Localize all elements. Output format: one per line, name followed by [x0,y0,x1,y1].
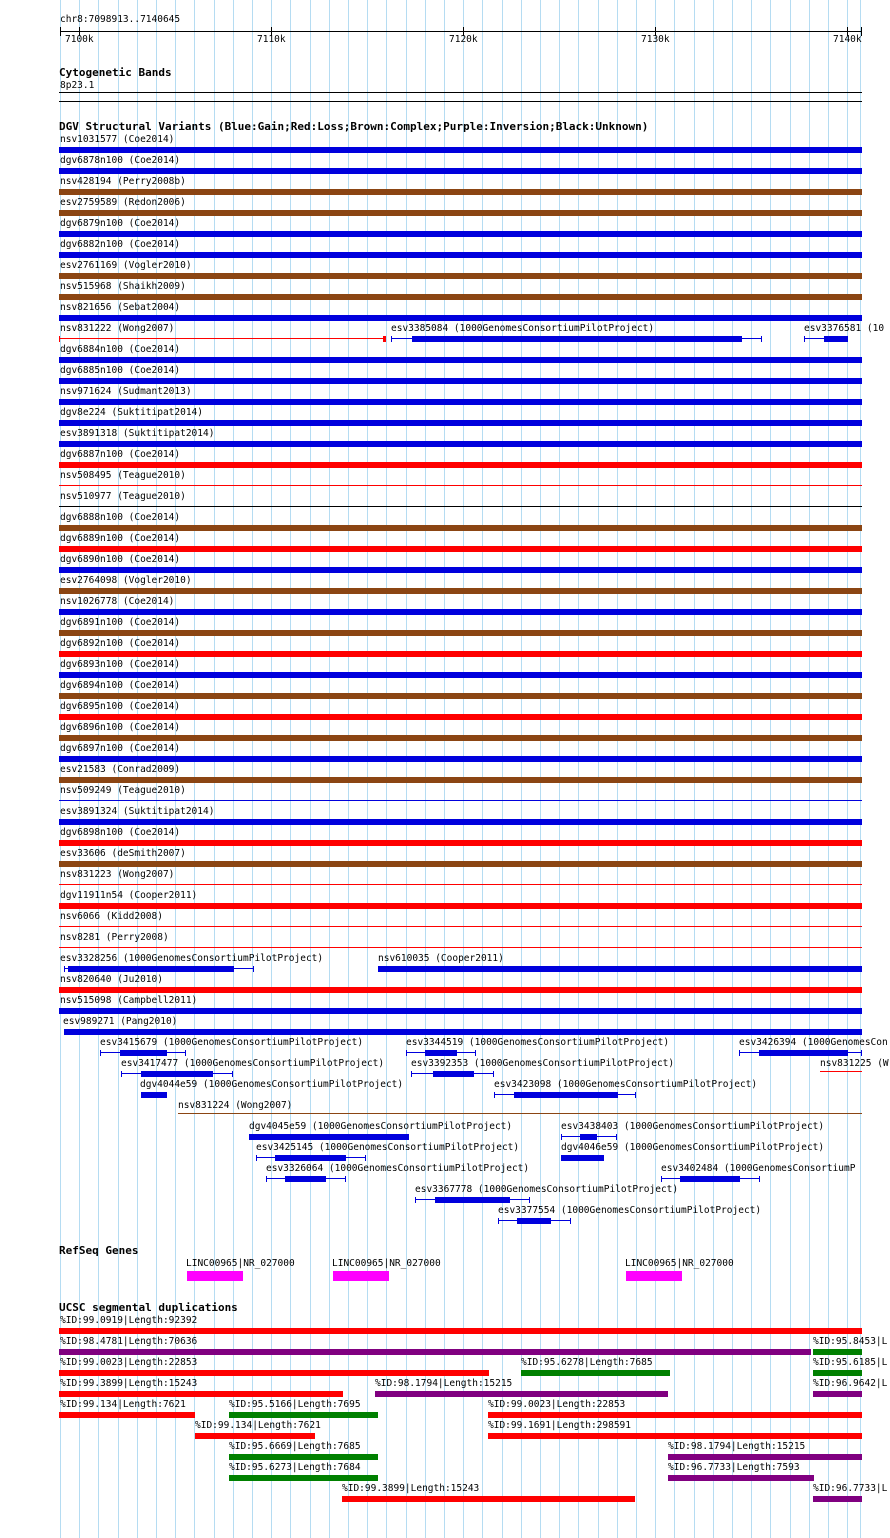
segdup-label[interactable]: %ID:95.8453|L [813,1336,888,1347]
sv-label-esv3417477[interactable]: esv3417477 (1000GenomesConsortiumPilotProject) [121,1058,385,1069]
sv-label-esv21583[interactable]: esv21583 (Conrad2009) [60,764,181,775]
segdup-label[interactable]: %ID:99.0919|Length:92392 [60,1315,198,1326]
sv-label-esv3425145[interactable]: esv3425145 (1000GenomesConsortiumPilotProject) [256,1142,520,1153]
sv-bar-nsv1031577[interactable] [59,147,862,153]
cytoband-label: 8p23.1 [60,80,95,91]
gene-bar[interactable] [626,1271,682,1281]
sv-bar-nsv6066[interactable] [59,926,862,927]
ruler-tick-label[interactable]: 7120k [449,34,478,45]
sv-label-esv3891318[interactable]: esv3891318 (Suktitipat2014) [60,428,215,439]
cytoband-band-top [59,92,862,93]
sv-bar-esv3367778[interactable] [435,1197,510,1203]
sv-cap-esv3438403 [616,1134,617,1140]
sv-bar-dgv6884n100[interactable] [59,357,862,363]
dgv-track-title[interactable]: DGV Structural Variants (Blue:Gain;Red:Loss;Brown:Complex;Purple:Inversion;Black:Unknown) [59,120,649,133]
sv-bar-nsv515968[interactable] [59,294,862,300]
sv-cap-esv3425145 [256,1155,257,1161]
sv-bar-nsv8281[interactable] [59,947,862,948]
segdup-label[interactable]: %ID:99.1691|Length:298591 [488,1420,631,1431]
ruler-tick-label[interactable]: 7140k [833,34,862,45]
sv-bar-nsv515098[interactable] [59,1008,862,1014]
sv-bar-dgv6894n100[interactable] [59,693,862,699]
sv-bar-esv3328256[interactable] [68,966,234,972]
segdup-bar[interactable] [229,1475,378,1481]
sv-label-nsv515098[interactable]: nsv515098 (Campbell2011) [60,995,198,1006]
sv-label-dgv6892n100[interactable]: dgv6892n100 (Coe2014) [60,638,181,649]
sv-bar-esv21583[interactable] [59,777,862,783]
sv-label-dgv6878n100[interactable]: dgv6878n100 (Coe2014) [60,155,181,166]
segdup-label[interactable]: %ID:99.3899|Length:15243 [342,1483,480,1494]
sv-bar-nsv820640[interactable] [59,987,862,993]
sv-bar-esv3415679[interactable] [120,1050,167,1056]
sv-label-nsv831224[interactable]: nsv831224 (Wong2007) [178,1100,293,1111]
segdup-label[interactable]: %ID:99.134|Length:7621 [60,1399,186,1410]
sv-label-nsv971624[interactable]: nsv971624 (Sudmant2013) [60,386,192,397]
sv-bar-nsv1026778[interactable] [59,609,862,615]
segdup-bar[interactable] [59,1349,811,1355]
segdup-bar[interactable] [488,1433,862,1439]
segdup-bar[interactable] [59,1391,343,1397]
sv-bar-dgv6889n100[interactable] [59,546,862,552]
sv-label-nsv831225[interactable]: nsv831225 (W [820,1058,889,1069]
sv-label-nsv510977[interactable]: nsv510977 (Teague2010) [60,491,186,502]
sv-label-esv2759589[interactable]: esv2759589 (Redon2006) [60,197,186,208]
sv-label-esv3423098[interactable]: esv3423098 (1000GenomesConsortiumPilotProject) [494,1079,758,1090]
sv-label-nsv821656[interactable]: nsv821656 (Sebat2004) [60,302,181,313]
sv-cap-esv3426394 [861,1050,862,1056]
sv-bar-esv3392353[interactable] [433,1071,474,1077]
sv-bar-esv2764098[interactable] [59,588,862,594]
sv-bar-dgv6878n100[interactable] [59,168,862,174]
sv-bar-esv3426394[interactable] [759,1050,848,1056]
sv-bar-nsv821656[interactable] [59,315,862,321]
sv-cap-esv3426394 [739,1050,740,1056]
sv-label-nsv508495[interactable]: nsv508495 (Teague2010) [60,470,186,481]
ruler-tick-label[interactable]: 7130k [641,34,670,45]
sv-cap-esv3367778 [529,1197,530,1203]
sv-bar-dgv4046e59[interactable] [561,1155,604,1161]
sv-label-dgv11911n54[interactable]: dgv11911n54 (Cooper2011) [60,890,198,901]
segdup-bar[interactable] [521,1370,670,1376]
sv-bar-nsv831222[interactable] [384,336,386,342]
segdup-label[interactable]: %ID:96.7733|L [813,1483,888,1494]
sv-bar-dgv6898n100[interactable] [59,840,862,846]
gene-bar[interactable] [187,1271,243,1281]
sv-bar-dgv6897n100[interactable] [59,756,862,762]
sv-cap-esv3402484 [661,1176,662,1182]
sv-label-esv3385084[interactable]: esv3385084 (1000GenomesConsortiumPilotProject) [391,323,655,334]
sv-label-esv2761169[interactable]: esv2761169 (Vogler2010) [60,260,192,271]
gene-label[interactable]: LINC00965|NR_027000 [332,1258,441,1269]
segdup-bar[interactable] [229,1412,378,1418]
sv-bar-dgv6890n100[interactable] [59,567,862,573]
sv-cap-esv3377554 [570,1218,571,1224]
sv-bar-nsv510977[interactable] [59,506,862,507]
sv-bar-dgv6888n100[interactable] [59,525,862,531]
sv-label-esv3426394[interactable]: esv3426394 (1000GenomesCon [739,1037,888,1048]
sv-cap-esv3377554 [498,1218,499,1224]
segdup-label[interactable]: %ID:96.7733|Length:7593 [668,1462,800,1473]
segdup-bar[interactable] [195,1433,315,1439]
sv-label-dgv4045e59[interactable]: dgv4045e59 (1000GenomesConsortiumPilotProject) [249,1121,513,1132]
sv-bar-esv3438403[interactable] [580,1134,597,1140]
sv-label-dgv6895n100[interactable]: dgv6895n100 (Coe2014) [60,701,181,712]
sv-bar-esv3425145[interactable] [275,1155,346,1161]
sv-label-dgv6896n100[interactable]: dgv6896n100 (Coe2014) [60,722,181,733]
sv-bar-nsv428194[interactable] [59,189,862,195]
sv-cap-esv3385084 [761,336,762,342]
sv-label-dgv8e224[interactable]: dgv8e224 (Suktitipat2014) [60,407,203,418]
sv-label-dgv4046e59[interactable]: dgv4046e59 (1000GenomesConsortiumPilotProject) [561,1142,825,1153]
sv-bar-esv2759589[interactable] [59,210,862,216]
sv-label-nsv428194[interactable]: nsv428194 (Perry2008b) [60,176,186,187]
sv-label-esv3891324[interactable]: esv3891324 (Suktitipat2014) [60,806,215,817]
gene-bar[interactable] [333,1271,389,1281]
sv-bar-dgv6882n100[interactable] [59,252,862,258]
segdup-label[interactable]: %ID:99.0023|Length:22853 [60,1357,198,1368]
segdup-label[interactable]: %ID:99.3899|Length:15243 [60,1378,198,1389]
sv-label-dgv6894n100[interactable]: dgv6894n100 (Coe2014) [60,680,181,691]
sv-cap-esv3326064 [345,1176,346,1182]
sv-cap-esv3326064 [266,1176,267,1182]
sv-bar-esv3326064[interactable] [285,1176,326,1182]
sv-bar-dgv6896n100[interactable] [59,735,862,741]
segdup-label[interactable]: %ID:95.6273|Length:7684 [229,1462,361,1473]
gene-label[interactable]: LINC00965|NR_027000 [625,1258,734,1269]
sv-label-dgv6890n100[interactable]: dgv6890n100 (Coe2014) [60,554,181,565]
sv-label-dgv6882n100[interactable]: dgv6882n100 (Coe2014) [60,239,181,250]
segdup-label[interactable]: %ID:98.1794|Length:15215 [375,1378,513,1389]
segdup-label[interactable]: %ID:95.6278|Length:7685 [521,1357,653,1368]
cytoband-band-bottom [59,101,862,102]
sv-cap-esv3415679 [100,1050,101,1056]
segdup-bar[interactable] [813,1391,862,1397]
sv-cap-esv3344519 [475,1050,476,1056]
segdup-track-title[interactable]: UCSC segmental duplications [59,1301,238,1314]
sv-bar-nsv831225[interactable] [820,1071,862,1072]
sv-bar-esv3344519[interactable] [425,1050,457,1056]
segdup-label[interactable]: %ID:99.134|Length:7621 [195,1420,321,1431]
sv-bar-dgv11911n54[interactable] [59,903,862,909]
sv-label-esv3402484[interactable]: esv3402484 (1000GenomesConsortiumP [661,1163,856,1174]
sv-label-esv2764098[interactable]: esv2764098 (Vogler2010) [60,575,192,586]
sv-cap-esv3402484 [759,1176,760,1182]
ruler-tick-label[interactable]: 7100k [65,34,94,45]
segdup-bar[interactable] [813,1370,862,1376]
sv-bar-dgv8e224[interactable] [59,420,862,426]
sv-bar-nsv831224[interactable] [178,1113,862,1114]
sv-label-esv989271[interactable]: esv989271 (Pang2010) [63,1016,178,1027]
sv-bar-dgv6895n100[interactable] [59,714,862,720]
sv-bar-dgv6879n100[interactable] [59,231,862,237]
sv-label-nsv509249[interactable]: nsv509249 (Teague2010) [60,785,186,796]
sv-bar-dgv4044e59[interactable] [141,1092,167,1098]
sv-label-dgv6884n100[interactable]: dgv6884n100 (Coe2014) [60,344,181,355]
sv-label-esv3377554[interactable]: esv3377554 (1000GenomesConsortiumPilotProject) [498,1205,762,1216]
ruler-axis [60,31,862,32]
sv-bar-esv3891324[interactable] [59,819,862,825]
sv-cap-esv3415679 [185,1050,186,1056]
sv-label-dgv6889n100[interactable]: dgv6889n100 (Coe2014) [60,533,181,544]
segdup-bar[interactable] [375,1391,668,1397]
sv-bar-dgv6893n100[interactable] [59,672,862,678]
sv-label-dgv6879n100[interactable]: dgv6879n100 (Coe2014) [60,218,181,229]
sv-cap-nsv831222 [59,336,60,342]
cytoband-track-title[interactable]: Cytogenetic Bands [59,66,172,79]
sv-label-esv3367778[interactable]: esv3367778 (1000GenomesConsortiumPilotProject) [415,1184,679,1195]
segdup-label[interactable]: %ID:95.6185|L [813,1357,888,1368]
sv-cap-esv3392353 [411,1071,412,1077]
sv-cap-esv3344519 [406,1050,407,1056]
sv-cap-esv3438403 [561,1134,562,1140]
sv-bar-dgv6887n100[interactable] [59,462,862,468]
sv-label-nsv515968[interactable]: nsv515968 (Shaikh2009) [60,281,186,292]
sv-cap-esv3328256 [64,966,65,972]
sv-cap-esv3425145 [365,1155,366,1161]
ruler-tick-label[interactable]: 7110k [257,34,286,45]
sv-bar-nsv508495[interactable] [59,485,862,486]
sv-bar-nsv509249[interactable] [59,800,862,801]
segdup-label[interactable]: %ID:96.9642|L [813,1378,888,1389]
segdup-bar[interactable] [342,1496,635,1502]
sv-bar-esv3402484[interactable] [680,1176,740,1182]
sv-bar-nsv831223[interactable] [59,884,862,885]
sv-label-esv33606[interactable]: esv33606 (deSmith2007) [60,848,186,859]
sv-label-dgv6885n100[interactable]: dgv6885n100 (Coe2014) [60,365,181,376]
sv-bar-esv3377554[interactable] [517,1218,551,1224]
gene-label[interactable]: LINC00965|NR_027000 [186,1258,295,1269]
sv-cap-esv3423098 [494,1092,495,1098]
sv-label-dgv6888n100[interactable]: dgv6888n100 (Coe2014) [60,512,181,523]
refseq-track-title[interactable]: RefSeq Genes [59,1244,139,1257]
sv-bar-esv3385084[interactable] [412,336,742,342]
segdup-bar[interactable] [668,1454,862,1460]
segdup-bar[interactable] [59,1328,862,1334]
sv-cap-esv3367778 [415,1197,416,1203]
sv-bar-esv2761169[interactable] [59,273,862,279]
sv-bar-dgv6885n100[interactable] [59,378,862,384]
sv-bar-esv3417477[interactable] [141,1071,213,1077]
sv-bar-esv3376581[interactable] [824,336,848,342]
sv-bar-esv3423098[interactable] [514,1092,618,1098]
segdup-bar[interactable] [813,1496,862,1502]
sv-cap-esv3417477 [232,1071,233,1077]
sv-bar-esv33606[interactable] [59,861,862,867]
segdup-label[interactable]: %ID:98.1794|Length:15215 [668,1441,806,1452]
sv-label-nsv831222[interactable]: nsv831222 (Wong2007) [60,323,175,334]
sv-label-dgv6887n100[interactable]: dgv6887n100 (Coe2014) [60,449,181,460]
sv-bar-dgv6892n100[interactable] [59,651,862,657]
segdup-bar[interactable] [668,1475,814,1481]
sv-cap-esv3385084 [391,336,392,342]
segdup-label[interactable]: %ID:99.0023|Length:22853 [488,1399,626,1410]
sv-label-esv3415679[interactable]: esv3415679 (1000GenomesConsortiumPilotProject) [100,1037,364,1048]
sv-label-nsv610035[interactable]: nsv610035 (Cooper2011) [378,953,504,964]
sv-label-esv3328256[interactable]: esv3328256 (1000GenomesConsortiumPilotProject) [60,953,324,964]
segdup-label[interactable]: %ID:98.4781|Length:70636 [60,1336,198,1347]
sv-bar-dgv6891n100[interactable] [59,630,862,636]
segdup-bar[interactable] [59,1412,195,1418]
sv-label-esv3438403[interactable]: esv3438403 (1000GenomesConsortiumPilotProject) [561,1121,825,1132]
sv-bar-dgv4045e59[interactable] [249,1134,409,1140]
sv-label-esv3376581[interactable]: esv3376581 (10 [804,323,885,334]
sv-label-esv3326064[interactable]: esv3326064 (1000GenomesConsortiumPilotProject) [266,1163,530,1174]
sv-bar-nsv610035[interactable] [378,966,862,972]
sv-label-nsv820640[interactable]: nsv820640 (Ju2010) [60,974,163,985]
sv-cap-esv3392353 [493,1071,494,1077]
location-label: chr8:7098913..7140645 [60,14,181,25]
sv-label-nsv1026778[interactable]: nsv1026778 (Coe2014) [60,596,175,607]
sv-label-dgv4044e59[interactable]: dgv4044e59 (1000GenomesConsortiumPilotProject) [140,1079,404,1090]
sv-label-nsv1031577[interactable]: nsv1031577 (Coe2014) [60,134,175,145]
ruler-end-tick [60,27,61,36]
sv-label-nsv6066[interactable]: nsv6066 (Kidd2008) [60,911,163,922]
segdup-bar[interactable] [59,1370,489,1376]
sv-label-dgv6897n100[interactable]: dgv6897n100 (Coe2014) [60,743,181,754]
segdup-bar[interactable] [813,1349,862,1355]
sv-label-nsv8281[interactable]: nsv8281 (Perry2008) [60,932,169,943]
sv-bar-esv989271[interactable] [64,1029,862,1035]
sv-connector-nsv831222 [59,338,384,339]
sv-label-dgv6898n100[interactable]: dgv6898n100 (Coe2014) [60,827,181,838]
sv-bar-nsv971624[interactable] [59,399,862,405]
sv-label-esv3392353[interactable]: esv3392353 (1000GenomesConsortiumPilotProject) [411,1058,675,1069]
sv-bar-esv3891318[interactable] [59,441,862,447]
sv-label-dgv6893n100[interactable]: dgv6893n100 (Coe2014) [60,659,181,670]
segdup-bar[interactable] [488,1412,862,1418]
sv-label-dgv6891n100[interactable]: dgv6891n100 (Coe2014) [60,617,181,628]
sv-cap-esv3376581 [804,336,805,342]
sv-cap-esv3417477 [121,1071,122,1077]
sv-cap-esv3423098 [635,1092,636,1098]
sv-cap-esv3328256 [253,966,254,972]
segdup-bar[interactable] [229,1454,378,1460]
segdup-label[interactable]: %ID:95.6669|Length:7685 [229,1441,361,1452]
sv-label-esv3344519[interactable]: esv3344519 (1000GenomesConsortiumPilotProject) [406,1037,670,1048]
segdup-label[interactable]: %ID:95.5166|Length:7695 [229,1399,361,1410]
sv-label-nsv831223[interactable]: nsv831223 (Wong2007) [60,869,175,880]
